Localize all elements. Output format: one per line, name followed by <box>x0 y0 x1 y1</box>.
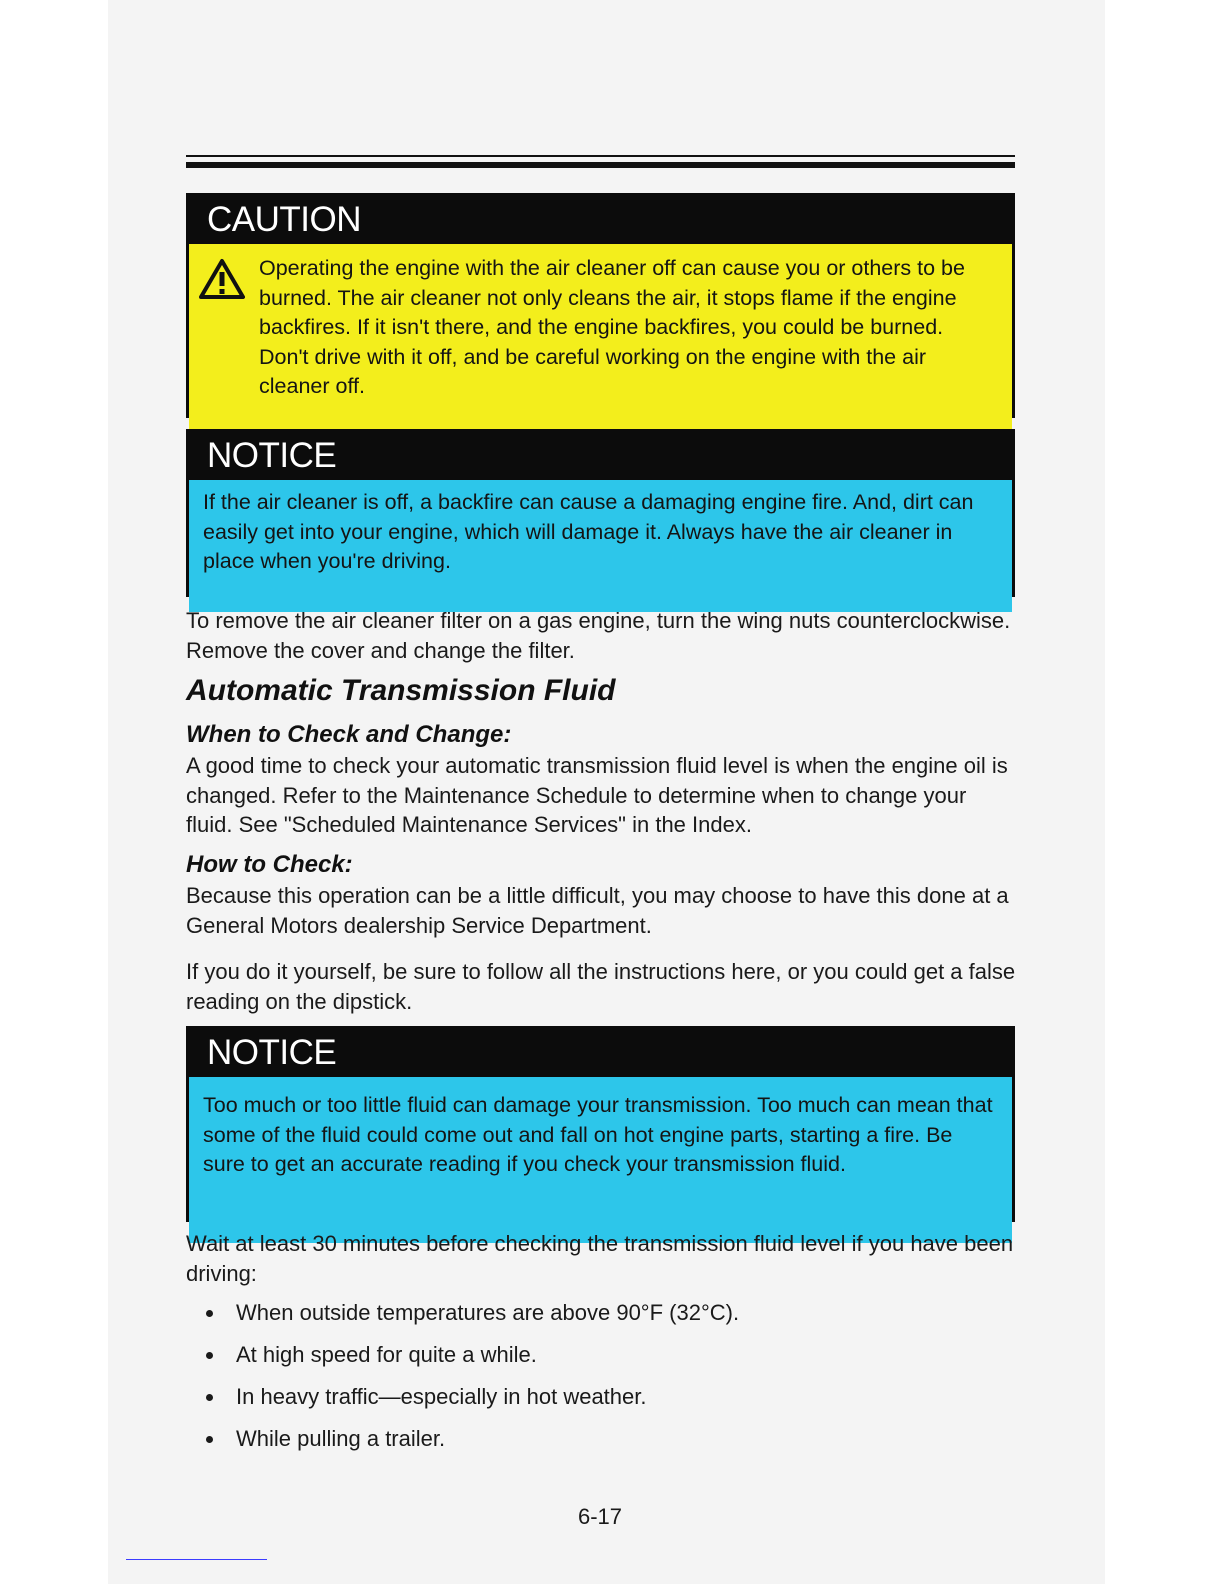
caution-body <box>189 244 1012 437</box>
list-item <box>200 1424 739 1466</box>
list-item <box>200 1298 739 1340</box>
list-item <box>200 1340 739 1382</box>
notice-body <box>189 480 1012 612</box>
caution-box <box>186 193 1015 418</box>
how-heading: How to Check: <box>186 851 353 878</box>
section-title: Automatic Transmission Fluid <box>186 674 616 707</box>
wait-text: Wait at least 30 minutes before checking the transmission fluid level if you have been driving: <box>186 1231 1014 1286</box>
list-item-text: When outside temperatures are above 90°F (32°C). <box>236 1300 740 1325</box>
page-number: 6-17 <box>577 1504 623 1529</box>
notice-text: If the air cleaner is off, a backfire can cause a damaging engine fire. And, dirt can easily get into your engine, which will damage it. Always have the air cleaner in place when you're driving. <box>203 490 974 573</box>
bullet-icon <box>206 1352 213 1359</box>
list-item-text: In heavy traffic—especially in hot weather. <box>236 1384 647 1409</box>
notice-title: NOTICE <box>189 1029 1012 1077</box>
bullet-icon <box>206 1394 213 1401</box>
notice-body <box>189 1077 1012 1243</box>
bullet-icon <box>206 1436 213 1443</box>
air-cleaner-removal-text: To remove the air cleaner filter on a gas engine, turn the wing nuts counterclockwise. Remove the cover and change the filter. <box>186 608 1011 663</box>
list-item <box>200 1382 739 1424</box>
notice-title: NOTICE <box>189 432 1012 480</box>
when-text: A good time to check your automatic transmission fluid level is when the engine oil is changed. Refer to the Maintenance Schedule to determine when to change your fluid. See "Scheduled Maintenance Services" in the Index. <box>186 753 1008 837</box>
top-rule-thick <box>186 162 1015 168</box>
caution-title: CAUTION <box>189 196 1012 244</box>
notice-box-fluid <box>186 1026 1015 1222</box>
bullet-icon <box>206 1310 213 1317</box>
conditions-list <box>200 1298 739 1466</box>
notice-box-air-cleaner <box>186 429 1015 597</box>
list-item-text: At high speed for quite a while. <box>236 1342 537 1367</box>
how-text-2: If you do it yourself, be sure to follow all the instructions here, or you could get a false reading on the dipstick. <box>186 959 1016 1014</box>
how-text-1: Because this operation can be a little difficult, you may choose to have this done at a General Motors dealership Service Department. <box>186 883 1009 938</box>
top-rule-thin <box>186 155 1015 157</box>
notice-text: Too much or too little fluid can damage your transmission. Too much can mean that some of the fluid could come out and fall on hot engine parts, starting a fire. Be sure to get an accurate reading if you check your transmission fluid. <box>203 1093 993 1176</box>
link-underline <box>126 1559 267 1560</box>
caution-text: Operating the engine with the air cleaner off can cause you or others to be burned. The air cleaner not only cleans the air, it stops flame if the engine backfires. If it isn't there, and the engine backfires, you could be burned. Don't drive with it off, and be careful working on the engine with the air cleaner off. <box>259 256 965 398</box>
list-item-text: While pulling a trailer. <box>236 1426 446 1451</box>
warning-triangle-icon <box>199 258 245 300</box>
when-heading: When to Check and Change: <box>186 721 512 748</box>
